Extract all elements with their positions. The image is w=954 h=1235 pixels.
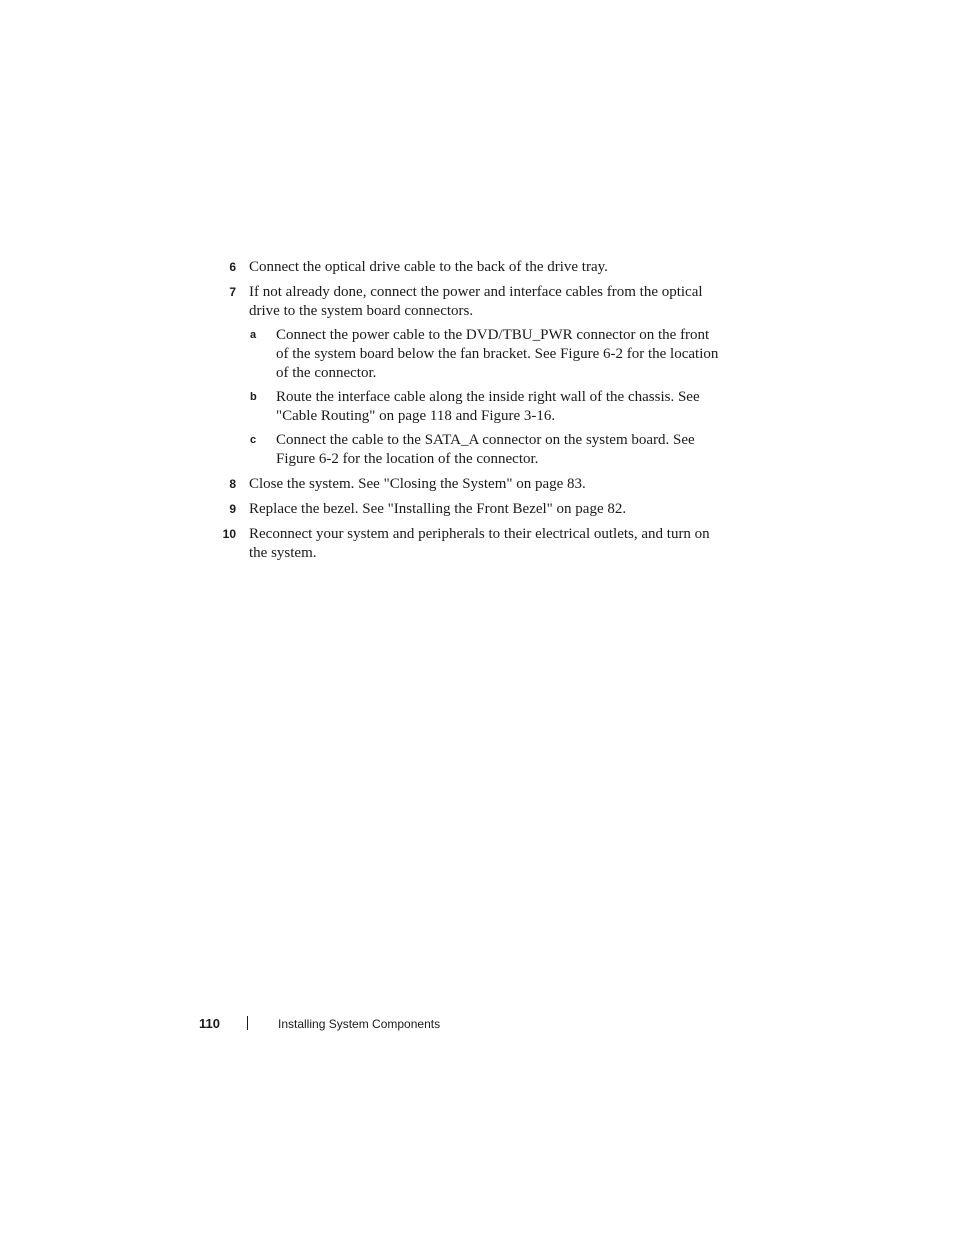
substep-text: Route the interface cable along the inside right wall of the chassis. See "Cable Routing" on page 118 and Figure 3-16. (276, 389, 700, 424)
step-8 (220, 475, 720, 494)
step-text: Close the system. See "Closing the System" on page 83. (249, 476, 586, 492)
substep-c (249, 431, 720, 469)
procedure-steps (220, 258, 720, 569)
step-text: Replace the bezel. See "Installing the Front Bezel" on page 82. (249, 501, 627, 517)
footer-separator (247, 1016, 248, 1030)
step-number: 6 (229, 260, 236, 274)
step-10 (220, 525, 720, 563)
step-number: 9 (229, 502, 236, 516)
substep-text: Connect the power cable to the DVD/TBU_PWR connector on the front of the system board below the fan bracket. See Figure 6-2 for the location of the connector. (276, 327, 719, 381)
step-text: Connect the optical drive cable to the back of the drive tray. (249, 259, 608, 275)
page-number: 110 (199, 1016, 220, 1031)
substep-letter: b (250, 391, 257, 403)
step-number: 7 (229, 285, 236, 299)
step-number: 10 (222, 527, 236, 541)
section-title: Installing System Components (278, 1017, 441, 1031)
step-text: Reconnect your system and peripherals to their electrical outlets, and turn on the system. (249, 526, 710, 561)
substep-letter: a (250, 329, 257, 341)
substep-letter: c (250, 434, 257, 446)
substep-text: Connect the cable to the SATA_A connector on the system board. See Figure 6-2 for the location of the connector. (276, 432, 695, 467)
step-7 (220, 283, 720, 469)
step-number: 8 (229, 477, 236, 491)
substep-a (249, 326, 720, 383)
step-text: If not already done, connect the power and interface cables from the optical drive to the system board connectors. (249, 284, 703, 319)
substep-b (249, 388, 720, 426)
substep-list (249, 326, 720, 469)
step-6 (220, 258, 720, 277)
step-9 (220, 500, 720, 519)
